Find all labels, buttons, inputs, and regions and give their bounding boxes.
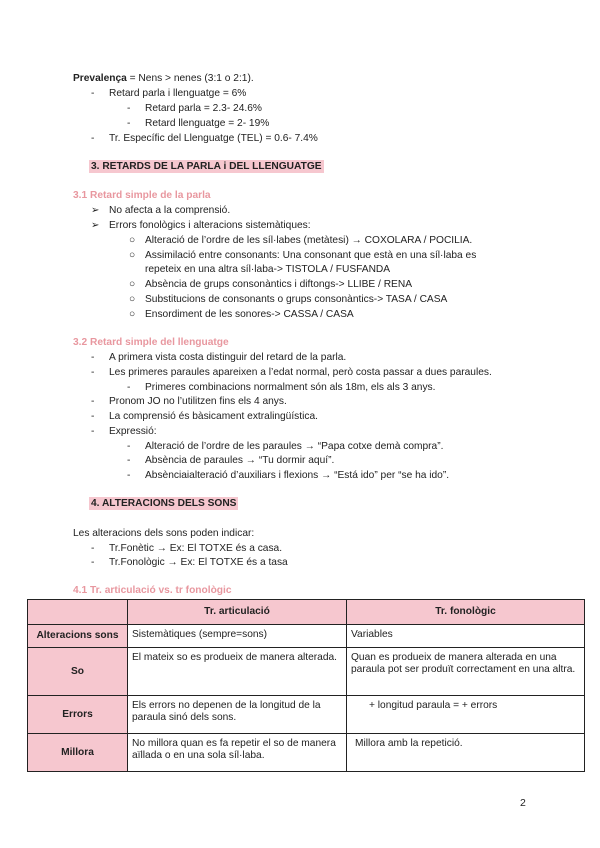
list-item: Tr.Fonològic → Ex: El TOTXE és a tasa [109, 557, 288, 568]
circle-bullet-icon: ○ [129, 279, 136, 290]
list-marker: - [91, 543, 95, 554]
circle-bullet-icon: ○ [129, 235, 136, 246]
prevalence-label: Prevalença [73, 73, 127, 84]
section-4-title: 4. ALTERACIONS DELS SONS [91, 498, 237, 509]
list-item: Primeres combinacions normalment són als 18m, els als 3 anys. [145, 382, 436, 393]
page-number: 2 [520, 797, 526, 809]
circle-bullet-icon: ○ [129, 250, 136, 261]
list-item: Retard parla = 2.3- 24.6% [145, 103, 262, 114]
list-marker: - [91, 557, 95, 568]
row-label: So [28, 648, 128, 696]
list-item-continuation: repeteix en una altra síl·laba-> TISTOLA / FUSFANDA [145, 264, 391, 275]
table-cell: Els errors no depenen de la longitud de la paraula sinó dels sons. [128, 696, 347, 734]
list-item: Assimilació entre consonants: Una consonant que està en una síl·laba es [145, 250, 477, 261]
list-item: Absència de paraules → “Tu dormir aquí”. [145, 455, 335, 466]
list-marker: - [91, 367, 95, 378]
list-item: Ensordiment de les sonores-> CASSA / CASA [145, 309, 354, 320]
list-item: Absència de grups consonàntics i diftongs-> LLIBE / RENA [145, 279, 413, 290]
list-marker: - [91, 411, 95, 422]
list-marker: - [127, 103, 131, 114]
prevalence-line [73, 73, 254, 84]
list-item: A primera vista costa distinguir del retard de la parla. [109, 352, 347, 363]
list-item: Alteració de l’ordre de les síl·labes (metàtesi) → COXOLARA / POCILIA. [145, 235, 473, 246]
table-row [28, 696, 585, 734]
table-cell: Millora amb la repetició. [347, 734, 585, 772]
section-4-heading [89, 498, 238, 509]
section-3-title: 3. RETARDS DE LA PARLA i DEL LLENGUATGE [91, 161, 322, 172]
table-header-articulacio: Tr. articulació [128, 600, 347, 625]
list-item: Errors fonològics i alteracions sistemàtiques: [109, 220, 311, 231]
list-marker: - [127, 118, 131, 129]
table-row [28, 625, 585, 648]
table-row [28, 648, 585, 696]
list-item: Expressió: [109, 426, 157, 437]
table-header-row [28, 600, 585, 625]
list-marker: - [91, 396, 95, 407]
list-marker: - [127, 441, 131, 452]
table-cell: El mateix so es produeix de manera alterada. [128, 648, 347, 696]
table-header-fonologic: Tr. fonològic [347, 600, 585, 625]
circle-bullet-icon: ○ [129, 309, 136, 320]
prevalence-text: = Nens > nenes (3:1 o 2:1). [126, 73, 254, 84]
list-marker: - [91, 133, 95, 144]
list-item: Alteració de l’ordre de les paraules → “Papa cotxe demà compra”. [145, 441, 444, 452]
subsection-4-1-title: 4.1 Tr. articulació vs. tr fonològic [73, 585, 232, 596]
row-label: Alteracions sons [28, 625, 128, 648]
comparison-table [27, 599, 585, 772]
list-item: Les primeres paraules apareixen a l’edat normal, però costa passar a dues paraules. [109, 367, 492, 378]
section-3-heading [89, 161, 324, 172]
list-marker: - [91, 88, 95, 99]
list-item: Pronom JO no l’utilitzen fins els 4 anys. [109, 396, 287, 407]
table-row [28, 734, 585, 772]
list-marker: - [91, 426, 95, 437]
table-cell: + longitud paraula = + errors [347, 696, 585, 734]
list-marker: - [127, 470, 131, 481]
list-marker: - [91, 352, 95, 363]
list-item: Absènciaialteració d’auxiliars i flexions → “Está ido” per “se ha ido”. [145, 470, 450, 481]
arrow-bullet-icon: ➢ [91, 220, 100, 231]
table-cell: Sistemàtiques (sempre=sons) [128, 625, 347, 648]
intro-text: Les alteracions dels sons poden indicar: [73, 528, 255, 539]
table-header-empty [28, 600, 128, 625]
row-label: Millora [28, 734, 128, 772]
table-cell: No millora quan es fa repetir el so de manera aïllada o en una sola síl·laba. [128, 734, 347, 772]
list-item: La comprensió és bàsicament extralingüística. [109, 411, 318, 422]
list-item: Tr. Específic del Llenguatge (TEL) = 0.6- 7.4% [109, 133, 318, 144]
subsection-3-2-title: 3.2 Retard simple del llenguatge [73, 337, 229, 348]
list-item: Retard parla i llenguatge = 6% [109, 88, 247, 99]
subsection-3-1-title: 3.1 Retard simple de la parla [73, 190, 211, 201]
list-item: Substitucions de consonants o grups consonàntics-> TASA / CASA [145, 294, 448, 305]
table-cell: Quan es produeix de manera alterada en una paraula pot ser produït correctament en una altra. [347, 648, 585, 696]
list-marker: - [127, 382, 131, 393]
circle-bullet-icon: ○ [129, 294, 136, 305]
list-marker: - [127, 455, 131, 466]
arrow-bullet-icon: ➢ [91, 205, 100, 216]
list-item: Retard llenguatge = 2- 19% [145, 118, 270, 129]
list-item: No afecta a la comprensió. [109, 205, 231, 216]
row-label: Errors [28, 696, 128, 734]
list-item: Tr.Fonètic → Ex: El TOTXE és a casa. [109, 543, 283, 554]
table-cell: Variables [347, 625, 585, 648]
